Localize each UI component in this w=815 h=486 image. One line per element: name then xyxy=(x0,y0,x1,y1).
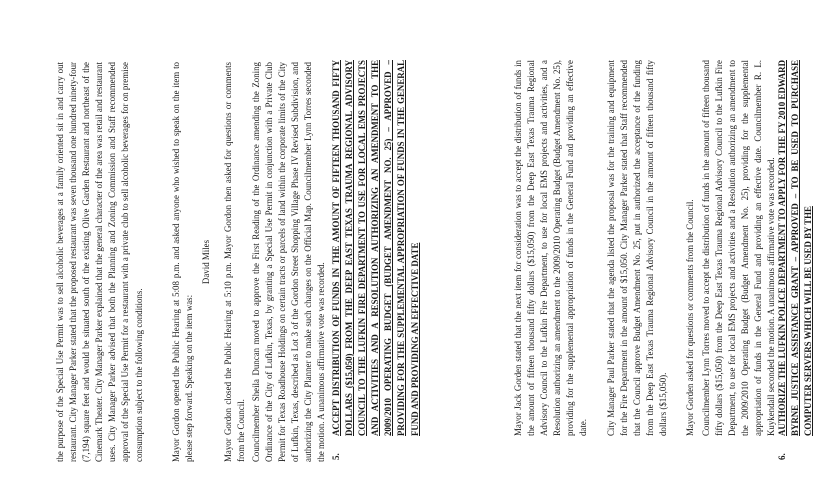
item-5-number: 5. xyxy=(331,453,341,460)
paragraph-questions: Mayor Gorden asked for questions or comments from the Council. xyxy=(685,199,695,436)
paragraph-public-hearing-close: Mayor Gordon closed the Public Hearing at 5:10 p.m. Mayor Gordon then asked for questions or comments from the Council. xyxy=(223,62,247,462)
paragraph-motion-accept-funds: Councilmember Lynn Torres moved to accept the distribution of funds in the amount of fifteen thousand fifty dollars ($15,050) from the Deep East Texas Trauma Regional Advisory Council to the Lufkin Fire Department, to use for local EMS projects and activities and a Resolution authorizing an amendment to the 2009/2010 Operating Budget (Budget Amendment No. 25), providing for the supplemental appropriation of funds in the General Fund and providing an effective date. Councilmember R. L. Kuykendall seconded the motion. A unanimous affirmative vote was recorded. xyxy=(701,60,777,436)
paragraph-motion-first-reading: Councilmember Sheila Duncan moved to approve the First Reading of the Ordinance amending the Zoning Ordinance of the City of Lufkin, Texas, by granting a Special Use Permit in conjunction with a Private Club Permit for Texas Roadhouse Holdings on certain tracts or parcels of land within the corporate limits of the City of Lufkin, Texas, described as Lot 3 of the Gordon Street Shopping Village Phase IV Revised Subdivision, and authorizing the City Planner to make such changes on the Official Map. Councilmember Lynn Torres seconded the motion. A unanimous affirmative vote was recorded. xyxy=(251,62,327,462)
item-6-title: AUTHORIZE THE LUFKIN POLICE DEPARTMENT TO APPLY FOR THE FY 2010 EDWARD BYRNE JUSTICE ASSISTANCE GRANT – APPROVED – TO BE USED TO PURCHASE COMPUTER SERVERS WHICH WILL BE USED BY THE xyxy=(777,60,814,436)
paragraph-special-use-permit: the purpose of the Special Use Permit was to sell alcoholic beverages at a family oriented sit in and carry out restaurant. City Manager Parker stated that the proposed restaurant was seven thousand one hundred ninety-four (7,194) square feet and would be situated south of the existing Olive Garden Restaurant and northeast of the Cinemark Theater. City Manager Parker explained that the general character of the area was retail and restaurant uses. City Manager Parker advised that both the Planning and Zoning Commission and Staff recommended approval of the Special Use Permit for a restaurant with a private club to sell alcoholic beverages for on premise consumption subject to the following conditions. xyxy=(55,62,144,462)
paragraph-mayor-statement: Mayor Jack Gorden stated that the next item for consideration was to accept the distribution of funds in the amount of fifteen thousand fifty dollars ($15,050) from the Deep East Texas Trauma Regional Advisory Council to the Lufkin Fire Department, to use for local EMS projects and activities, and a Resolution authorizing an amendment to the 2009/2010 Operating Budget (Budget Amendment No. 25), providing for the supplemental appropriation of funds in the General Fund and providing an effective date. xyxy=(513,60,589,436)
item-5-title: ACCEPT DISTRIBUTION OF FUNDS IN THE AMOUNT OF FIFTEEN THOUSAND FIFTY DOLLARS ($15,050) FROM THE DEEP EAST TEXAS TRAUMA REGIONAL ADVISORY COUNCIL TO THE LUFKIN FIRE DEPARTMENT TO USE FOR LOCAL EMS PROJECTS AND ACTIVITIES AND A RESOLUTION AUTHORIZING AN AMENDMENT TO THE 2009/2010 OPERATING BUDGET (BUDGET AMENDMENT NO. 25) – APPROVED – PROVIDING FOR THE SUPPLEMENTAL APPROPRIATION OF FUNDS IN THE GENERAL FUND AND PROVIDING AN EFFECTIVE DATE xyxy=(331,60,420,436)
paragraph-public-hearing-open: Mayor Gordon opened the Public Hearing at 5:08 p.m. and asked anyone who wished to speak on the item to please step forward. Speaking on the item was: xyxy=(171,62,195,462)
paragraph-city-manager-statement: City Manager Paul Parker stated that the agenda listed the proposal was for the training and equipment for the Fire Department in the amount of $15,050. City Manager Parker stated that Staff recommended that the Council approve Budget Amendment No. 25, put in authorized the acceptance of the funding from the Deep East Texas Trauma Regional Advisory Council in the amount of fifteen thousand fifty dollars ($15,050). xyxy=(606,60,669,436)
speaker-name: David Miles xyxy=(201,239,211,285)
item-6-number: 6. xyxy=(777,453,787,460)
